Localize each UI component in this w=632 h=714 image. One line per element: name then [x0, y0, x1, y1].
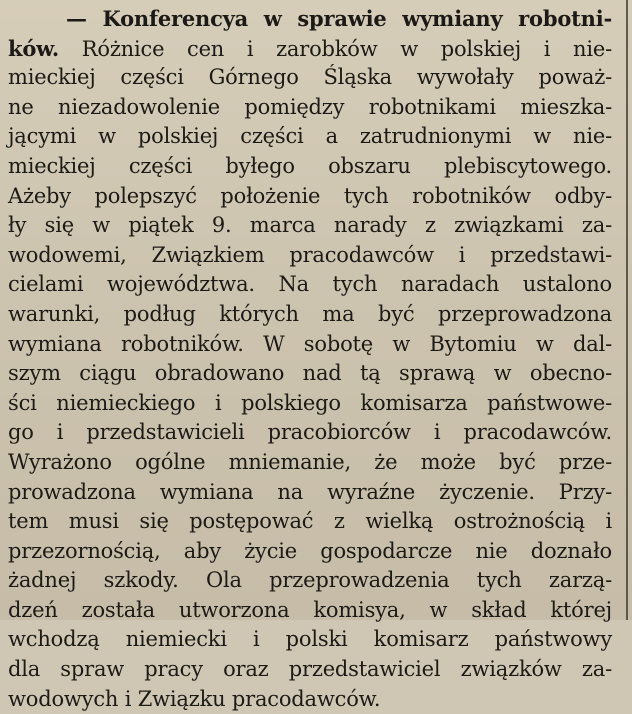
article-line: Ażeby polepszyć położenie tych robotników odby-: [8, 183, 612, 208]
article-headline: — Konferencya w sprawie wymiany robotni-: [66, 6, 612, 31]
article-body: [8, 4, 612, 714]
article-line: dla spraw pracy oraz przedstawiciel związków za-: [8, 657, 612, 682]
article-line-last: wodowych i Związku pracodawców.: [8, 686, 381, 711]
article-line: dzeń została utworzona komisya, w skład której: [8, 597, 612, 622]
article-line: mieckiej części Górnego Śląska wywołały poważ-: [8, 65, 612, 90]
article-line: jącymi w polskiej części a zatrudnionymi w nie-: [8, 124, 612, 149]
article-line: wodowemi, Związkiem pracodawców i przedstawi-: [8, 242, 612, 267]
article-line: ków. Różnice cen i zarobków w polskiej i nie-: [8, 35, 612, 61]
article-line: szym ciągu obradowano nad tą sprawą w obecno-: [8, 361, 612, 386]
article-line: wchodzą niemiecki i polski komisarz państwowy: [8, 627, 612, 652]
article-line: tem musi się postępować z wielką ostrożnością i: [8, 509, 612, 534]
article-line: prowadzona wymiana na wyraźne życzenie. Przy-: [8, 479, 612, 504]
article-line: warunki, podług których ma być przeprowadzona: [8, 301, 612, 326]
article-line: ści niemieckiego i polskiego komisarza państwowe-: [8, 390, 612, 415]
article-line: Wyrażono ogólne mniemanie, że może być prze-: [8, 449, 612, 474]
article-line: go i przedstawicieli pracobiorców i pracodawców.: [8, 420, 612, 445]
article-line: żadnej szkody. Ola przeprowadzenia tych zarzą-: [8, 568, 612, 593]
article-line: cielami województwa. Na tych naradach ustalono: [8, 272, 612, 297]
article-line: ły się w piątek 9. marca narady z związkami za-: [8, 213, 612, 238]
article-line: wymiana robotników. W sobotę w Bytomiu w dal-: [8, 331, 612, 356]
headline-continuation: ków.: [8, 35, 60, 61]
article-line: przezornością, aby życie gospodarcze nie doznało: [8, 538, 612, 563]
article-line: ne niezadowolenie pomiędzy robotnikami mieszka-: [8, 94, 612, 119]
article-line: mieckiej części byłego obszaru plebiscytowego.: [8, 153, 612, 178]
column-rule: [626, 0, 628, 620]
